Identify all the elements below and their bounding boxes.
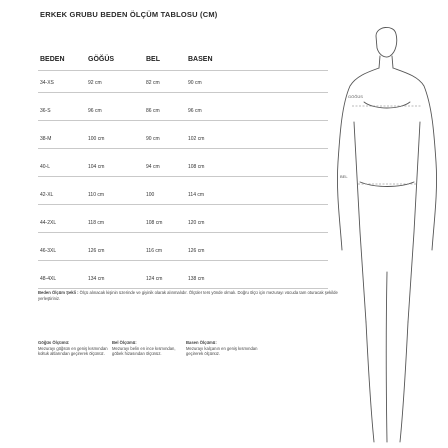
header-size: BEDEN — [40, 56, 65, 63]
table-cell: 100 cm — [88, 136, 105, 142]
table-cell: 92 cm — [88, 80, 102, 86]
table-cell: 118 cm — [88, 220, 105, 226]
header-chest: GÖĞÜS — [88, 56, 115, 63]
table-cell: 96 cm — [88, 108, 102, 114]
def-waist-label: Bel Ölçümü: — [112, 340, 137, 345]
table-cell: 90 cm — [146, 136, 160, 142]
table-cell: 36-S — [40, 108, 51, 114]
chest-label: GÖĞÜS — [348, 94, 363, 99]
table-cell: 40-L — [40, 164, 51, 170]
body-right — [408, 122, 420, 322]
row-divider — [38, 176, 328, 177]
waist-label: BEL — [340, 174, 348, 179]
inner-leg — [386, 272, 387, 442]
note-heading: Beden Ölçüm Şekli : — [38, 290, 79, 295]
def-hip-label: Basen Ölçümü: — [186, 340, 217, 345]
row-divider — [38, 120, 328, 121]
table-cell: 96 cm — [188, 108, 202, 114]
table-cell: 46-3XL — [40, 248, 57, 254]
table-cell: 38-M — [40, 136, 52, 142]
def-waist — [112, 340, 184, 357]
header-waist: BEL — [146, 56, 160, 63]
def-waist-text: Mezurayı belin en ince kısmından, göbek hizasından ölçünüz. — [112, 345, 176, 357]
note-text: Ölçü alınacak kişinin üzerinde ve giyinik olarak alınmalıdır. Ölçüler ters yönde olmalı. Doğru ölçü için mezurayı vücuda tam oturacak şekilde yerleştiriniz. — [38, 290, 338, 301]
chest-contour — [364, 102, 410, 108]
table-cell: 42-XL — [40, 192, 54, 198]
table-cell: 126 cm — [88, 248, 105, 254]
def-chest-label: Göğüs Ölçümü: — [38, 340, 70, 345]
table-cell: 82 cm — [146, 80, 160, 86]
table-cell: 102 cm — [188, 136, 205, 142]
row-divider — [38, 148, 328, 149]
table-cell: 94 cm — [146, 164, 160, 170]
def-hip — [186, 340, 258, 357]
row-divider — [38, 232, 328, 233]
table-cell: 134 cm — [88, 276, 105, 282]
table-cell: 114 cm — [188, 192, 205, 198]
def-chest — [38, 340, 110, 357]
table-cell: 116 cm — [146, 248, 163, 254]
table-cell: 90 cm — [188, 80, 202, 86]
table-cell: 104 cm — [88, 164, 105, 170]
body-left — [354, 122, 366, 322]
table-cell: 126 cm — [188, 248, 205, 254]
table-cell: 86 cm — [146, 108, 160, 114]
table-cell: 138 cm — [188, 276, 205, 282]
leg-left — [366, 322, 374, 442]
row-divider — [38, 204, 328, 205]
table-cell: 34-XS — [40, 80, 54, 86]
neck-outline — [379, 56, 393, 68]
head-outline — [376, 27, 397, 57]
table-cell: 120 cm — [188, 220, 205, 226]
table-cell: 110 cm — [88, 192, 105, 198]
table-cell: 124 cm — [146, 276, 163, 282]
table-cell: 44-2XL — [40, 220, 57, 226]
table-cell: 108 cm — [146, 220, 163, 226]
leg-right — [400, 322, 408, 442]
row-divider — [38, 288, 328, 289]
row-divider — [38, 92, 328, 93]
body-outline-figure — [330, 22, 442, 448]
table-cell: 48-4XL — [40, 276, 57, 282]
table-cell: 108 cm — [188, 164, 205, 170]
row-divider — [38, 260, 328, 261]
def-chest-text: Mezurayı göğsün en geniş kısmından koltuk altlarından geçirerek ölçünüz. — [38, 345, 108, 357]
def-hip-text: Mezurayı kalçanın en geniş kısmından geçirerek ölçünüz. — [186, 345, 258, 357]
table-cell: 100 — [146, 192, 155, 198]
page-title: ERKEK GRUBU BEDEN ÖLÇÜM TABLOSU (CM) — [40, 10, 218, 19]
header-hip: BASEN — [188, 56, 213, 63]
header-divider — [38, 70, 328, 71]
measurement-note — [38, 290, 338, 302]
